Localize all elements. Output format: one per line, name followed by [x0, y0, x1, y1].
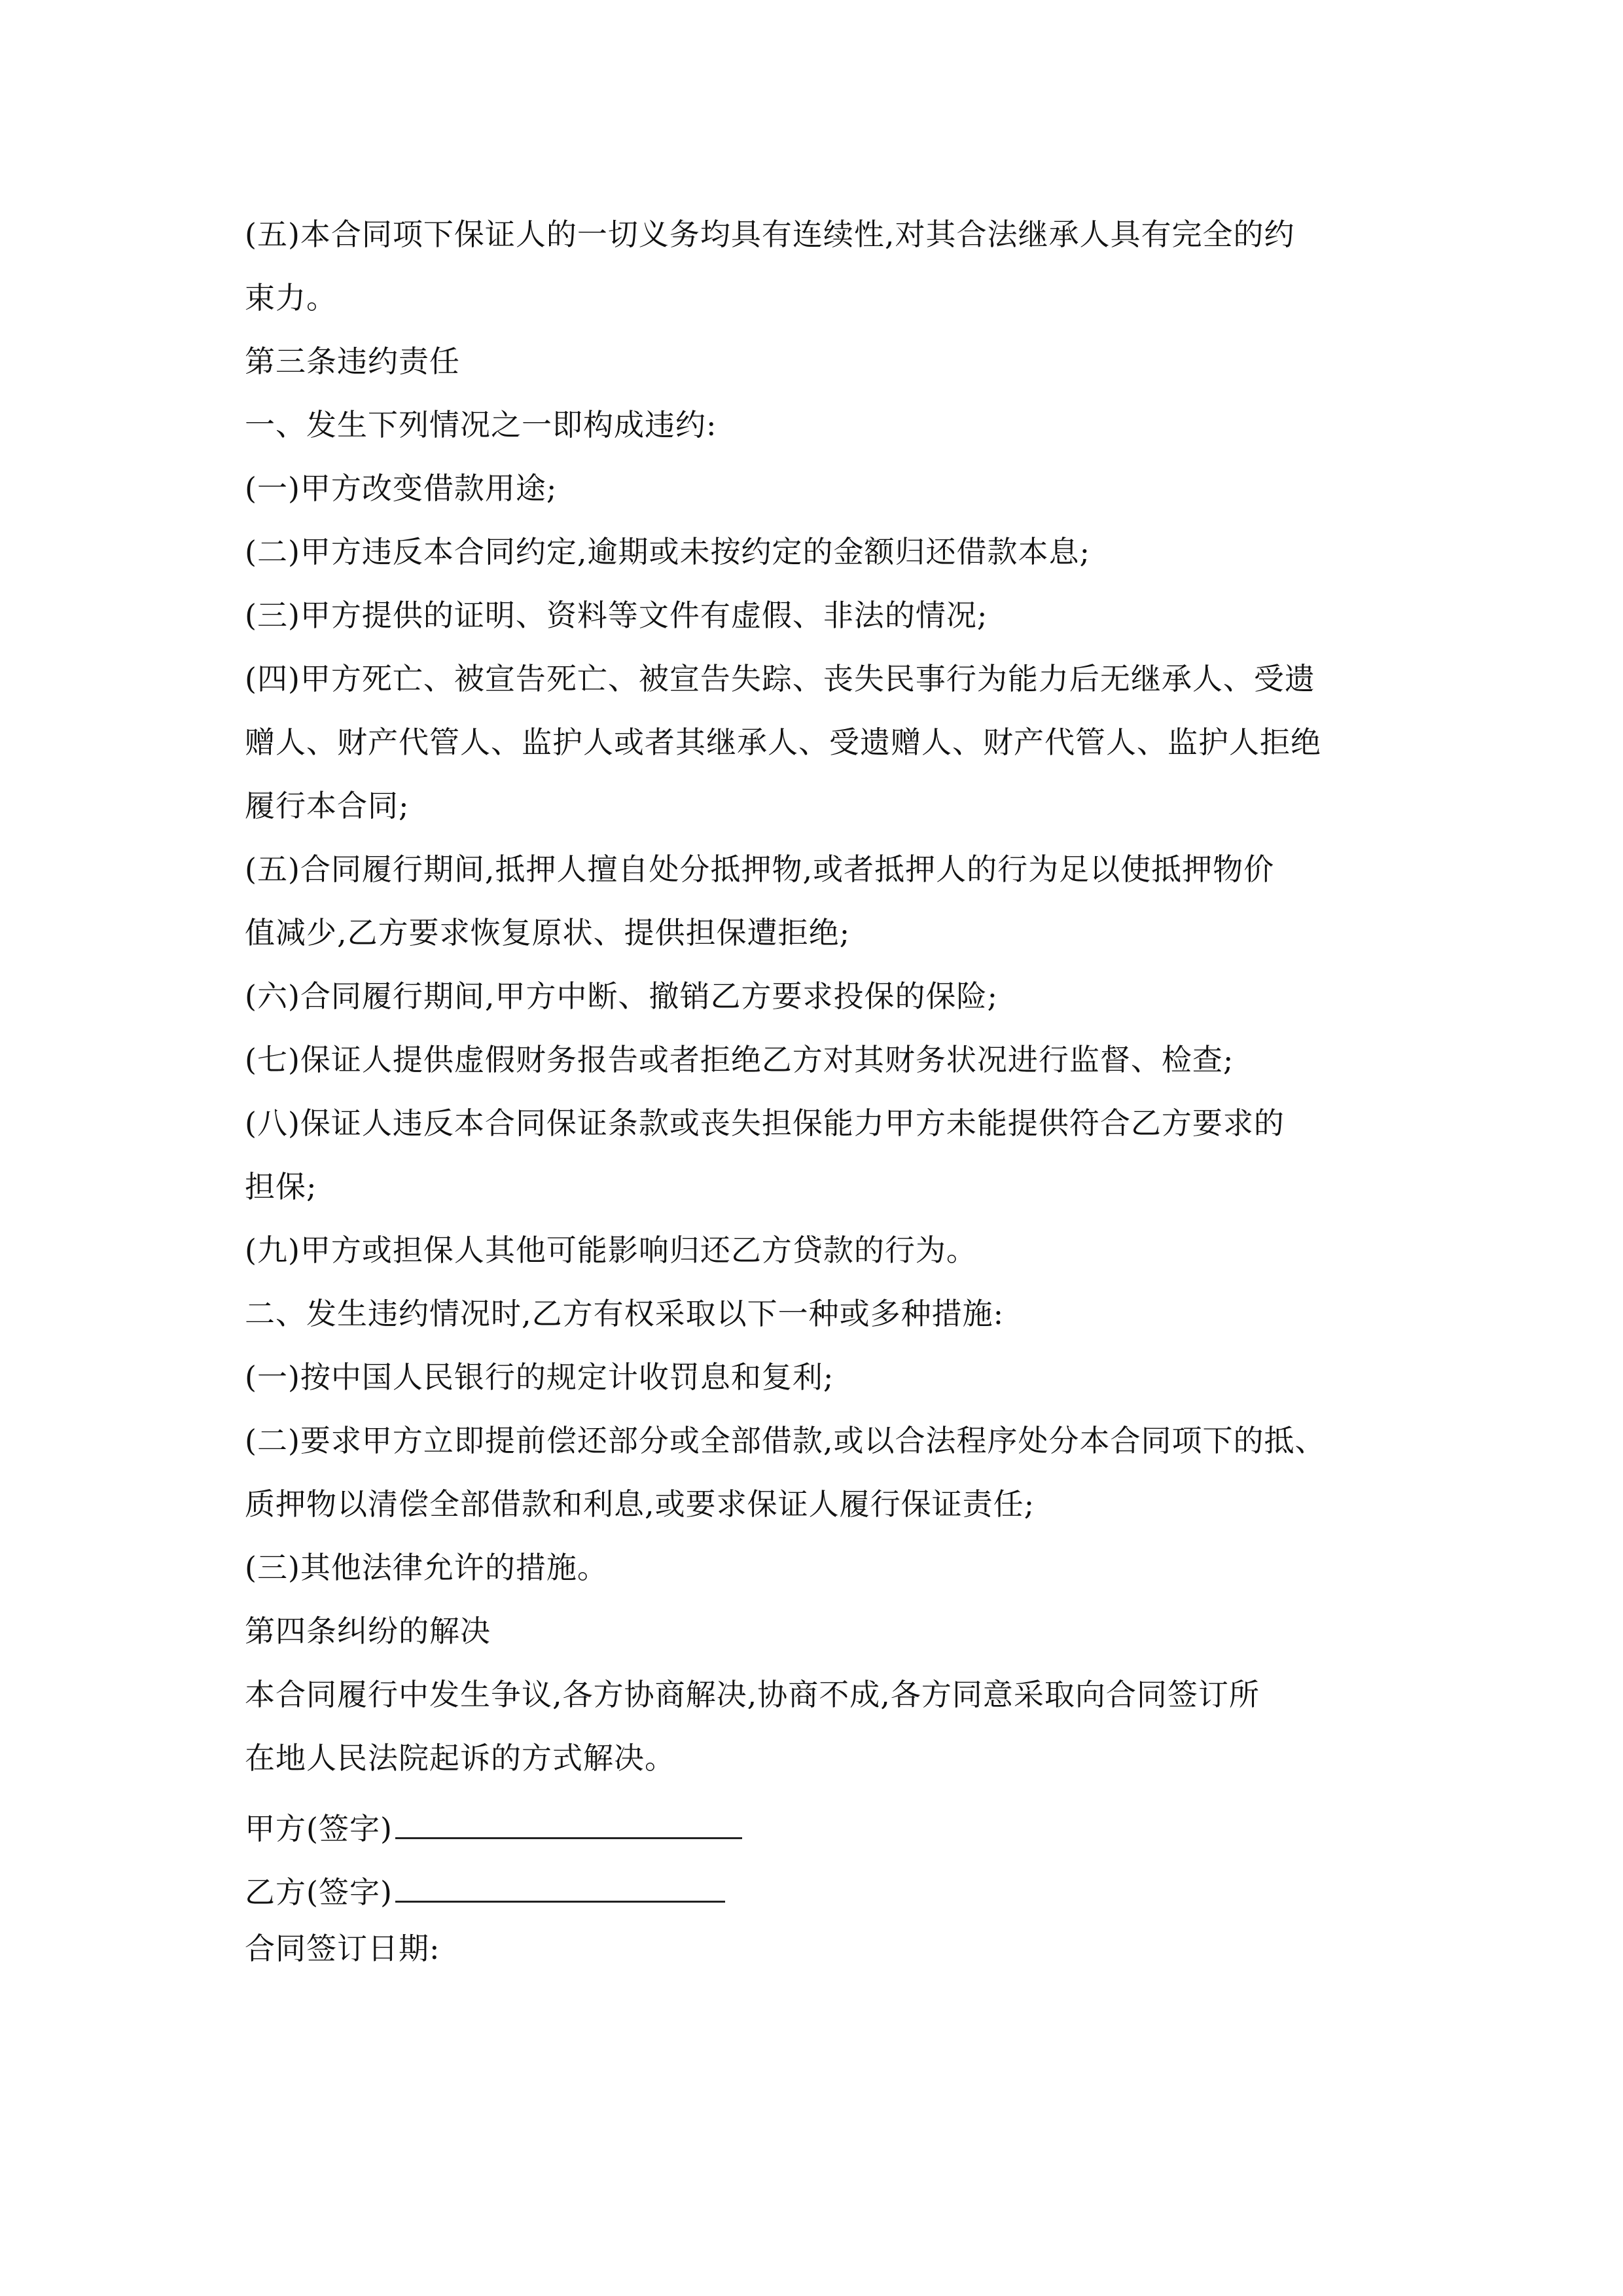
text-line: (二)甲方违反本合同约定,逾期或未按约定的金额归还借款本息;	[245, 534, 1091, 569]
text-line: (五)本合同项下保证人的一切义务均具有连续性,对其合法继承人具有完全的约	[245, 217, 1295, 252]
signing-date-label: 合同签订日期:	[245, 1931, 440, 1966]
text-line: (四)甲方死亡、被宣告死亡、被宣告失踪、丧失民事行为能力后无继承人、受遗	[245, 661, 1315, 696]
text-line: (三)甲方提供的证明、资料等文件有虚假、非法的情况;	[245, 598, 988, 633]
text-line: (一)甲方改变借款用途;	[245, 471, 558, 506]
text-line: (二)要求甲方立即提前偿还部分或全部借款,或以合法程序处分本合同项下的抵、	[245, 1423, 1326, 1458]
text-line: 质押物以清偿全部借款和利息,或要求保证人履行保证责任;	[245, 1486, 1035, 1522]
text-line: 担保;	[245, 1169, 317, 1204]
section-heading: 第三条违约责任	[245, 344, 460, 379]
text-line: (一)按中国人民银行的规定计收罚息和复利;	[245, 1359, 834, 1395]
text-line: (七)保证人提供虚假财务报告或者拒绝乙方对其财务状况进行监督、检查;	[245, 1042, 1234, 1077]
signature-label-party-b: 乙方(签字)	[245, 1874, 393, 1910]
text-line: 二、发生违约情况时,乙方有权采取以下一种或多种措施:	[245, 1296, 1005, 1331]
text-line: 本合同履行中发生争议,各方协商解决,协商不成,各方同意采取向合同签订所	[245, 1677, 1260, 1712]
section-heading: 第四条纠纷的解决	[245, 1613, 491, 1649]
signature-line-party-a	[395, 1790, 742, 1839]
text-line: (八)保证人违反本合同保证条款或丧失担保能力甲方未能提供符合乙方要求的	[245, 1105, 1285, 1141]
signature-row-party-b	[245, 1854, 1397, 1917]
text-line: 一、发生下列情况之一即构成违约:	[245, 407, 717, 442]
text-line: 束力。	[245, 280, 337, 315]
text-line: (五)合同履行期间,抵押人擅自处分抵押物,或者抵押人的行为足以使抵押物价	[245, 852, 1275, 887]
text-line: 履行本合同;	[245, 788, 410, 823]
text-line: (三)其他法律允许的措施。	[245, 1550, 608, 1585]
signature-line-party-b	[395, 1854, 725, 1903]
signature-label-party-a: 甲方(签字)	[245, 1811, 393, 1846]
text-line: (六)合同履行期间,甲方中断、撤销乙方要求投保的保险;	[245, 978, 999, 1014]
signature-row-party-a	[245, 1790, 1397, 1854]
text-line: (九)甲方或担保人其他可能影响归还乙方贷款的行为。	[245, 1232, 977, 1268]
text-line: 赠人、财产代管人、监护人或者其继承人、受遗赠人、财产代管人、监护人拒绝	[245, 725, 1321, 760]
text-line: 在地人民法院起诉的方式解决。	[245, 1740, 675, 1776]
contract-body	[245, 203, 1397, 1981]
text-line: 值减少,乙方要求恢复原状、提供担保遭拒绝;	[245, 915, 851, 950]
